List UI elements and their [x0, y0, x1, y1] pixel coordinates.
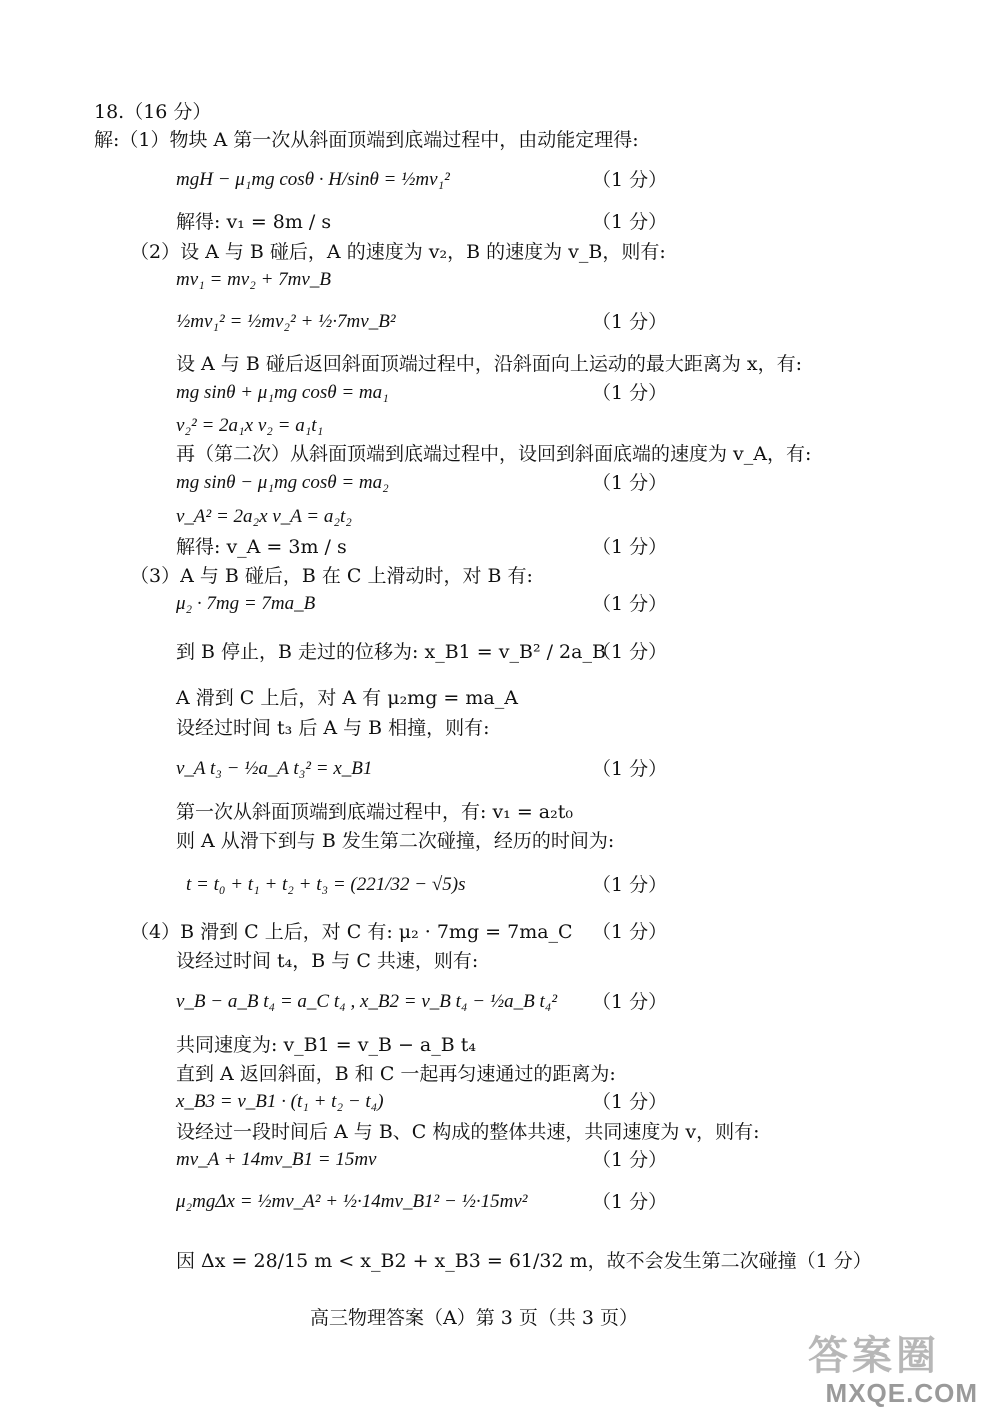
equation: v₂² = 2a₁x v₂ = a₁t₁: [176, 415, 324, 436]
text-line: 设经过一段时间后 A 与 B、C 构成的整体共速，共同速度为 v，则有:: [176, 1121, 760, 1143]
score: （1 分）: [592, 1091, 668, 1113]
watermark-text: MXQE.COM: [825, 1378, 978, 1408]
equation: x_B3 = v_B1 · (t₁ + t₂ − t₄): [176, 1091, 384, 1112]
equation: μ₂ · 7mg = 7ma_B: [176, 593, 316, 614]
solution-part1-intro: 解:（1）物块 A 第一次从斜面顶端到底端过程中，由动能定理得:: [94, 129, 639, 151]
equation: μ₂mgΔx = ½mv_A² + ½·14mv_B1² − ½·15mv²: [176, 1191, 528, 1212]
score: （1 分）: [592, 874, 668, 896]
equation: t = t₀ + t₁ + t₂ + t₃ = (221/32 − √5)s: [186, 874, 466, 895]
text-line: A 滑到 C 上后，对 A 有 μ₂mg = ma_A: [176, 687, 518, 709]
score: （1 分）: [592, 169, 668, 191]
score: （1 分）: [592, 593, 668, 615]
text-line: 第一次从斜面顶端到底端过程中，有: v₁ = a₂t₀: [176, 801, 573, 823]
equation: mgH − μ₁mg cosθ · H/sinθ = ½mv₁²: [176, 169, 450, 190]
score: （1 分）: [592, 1191, 668, 1213]
result-line: 解得: v₁ = 8m / s: [176, 211, 332, 233]
problem-header: 18.（16 分）: [94, 101, 212, 123]
equation: ½mv₁² = ½mv₂² + ½·7mv_B²: [176, 311, 396, 332]
page-footer: 高三物理答案（A）第 3 页（共 3 页）: [310, 1307, 639, 1329]
equation: mg sinθ + μ₁mg cosθ = ma₁: [176, 382, 389, 403]
score: （1 分）: [592, 472, 668, 494]
score: （1 分）: [592, 758, 668, 780]
equation: v_B − a_B t₄ = a_C t₄ , x_B2 = v_B t₄ − ½a_B t₄²: [176, 991, 558, 1012]
score: （1 分）: [592, 641, 668, 663]
equation: v_A² = 2a₂x v_A = a₂t₂: [176, 506, 352, 527]
score: （1 分）: [592, 921, 668, 943]
text-line: 到 B 停止，B 走过的位移为: x_B1 = v_B² / 2a_B: [176, 641, 606, 663]
text-line: 直到 A 返回斜面，B 和 C 一起再匀速通过的距离为:: [176, 1063, 616, 1085]
text-line: 设 A 与 B 碰后返回斜面顶端过程中，沿斜面向上运动的最大距离为 x，有:: [176, 353, 802, 375]
score: （1 分）: [592, 311, 668, 333]
score: （1 分）: [592, 211, 668, 233]
equation: mv_A + 14mv_B1 = 15mv: [176, 1149, 377, 1170]
text-line: 则 A 从滑下到与 B 发生第二次碰撞，经历的时间为:: [176, 830, 615, 852]
solution-part3-intro: （3）A 与 B 碰后，B 在 C 上滑动时，对 B 有:: [130, 565, 533, 587]
score: （1 分）: [592, 536, 668, 558]
score: （1 分）: [592, 382, 668, 404]
watermark-logo: 答案圈: [808, 1334, 940, 1378]
text-line: 共同速度为: v_B1 = v_B − a_B t₄: [176, 1034, 477, 1056]
text-line: 再（第二次）从斜面顶端到底端过程中，设回到斜面底端的速度为 v_A，有:: [176, 443, 812, 465]
score: （1 分）: [592, 1149, 668, 1171]
conclusion-line: 因 Δx = 28/15 m < x_B2 + x_B3 = 61/32 m，故不会发生第二次碰撞（1 分）: [176, 1250, 872, 1272]
text-line: 设经过时间 t₃ 后 A 与 B 相撞，则有:: [176, 717, 490, 739]
equation: v_A t₃ − ½a_A t₃² = x_B1: [176, 758, 373, 779]
solution-part4-intro: （4）B 滑到 C 上后，对 C 有: μ₂ · 7mg = 7ma_C: [130, 921, 573, 943]
equation: mv₁ = mv₂ + 7mv_B: [176, 269, 331, 290]
result-line: 解得: v_A = 3m / s: [176, 536, 347, 558]
equation: mg sinθ − μ₁mg cosθ = ma₂: [176, 472, 389, 493]
score: （1 分）: [592, 991, 668, 1013]
solution-part2-intro: （2）设 A 与 B 碰后，A 的速度为 v₂，B 的速度为 v_B，则有:: [130, 241, 666, 263]
text-line: 设经过时间 t₄，B 与 C 共速，则有:: [176, 950, 479, 972]
